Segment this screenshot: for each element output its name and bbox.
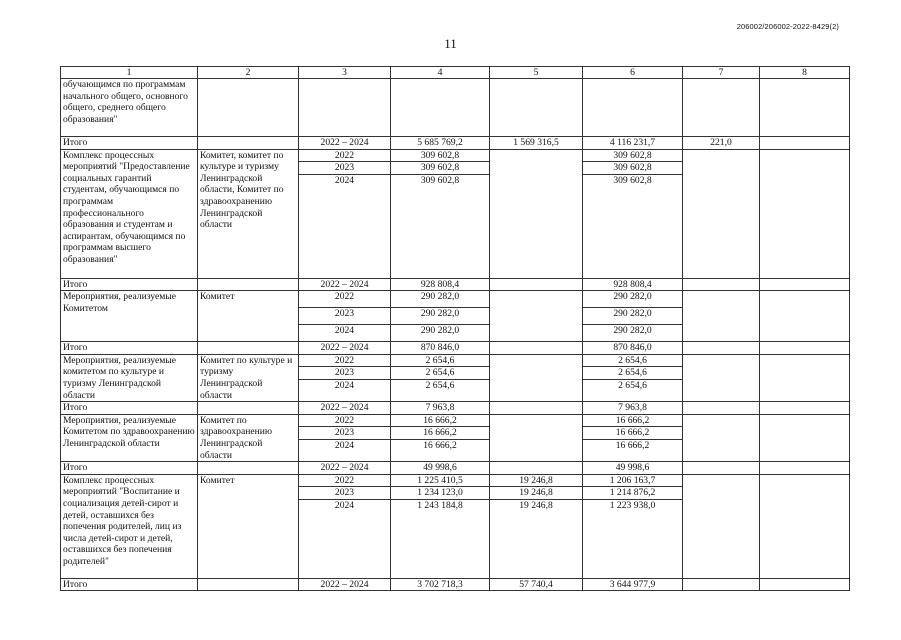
value: 16 666,2: [391, 439, 489, 456]
value: 290 282,0: [420, 291, 460, 303]
other-cell: [760, 402, 850, 415]
period: 2023: [299, 426, 390, 439]
value: 221,0: [710, 137, 732, 148]
period: 2023: [299, 486, 390, 499]
federal-cell: [490, 402, 583, 415]
value: 1 569 316,5: [513, 137, 559, 148]
local-cell: [683, 291, 760, 342]
executor: [198, 137, 299, 150]
executor: Комитет по здравоохранению Ленинградской области: [198, 414, 299, 461]
local-cell: [683, 149, 760, 278]
value: 928 808,4: [613, 278, 652, 290]
value: 1 214 876,2: [583, 486, 682, 499]
value: [391, 79, 489, 91]
local-cell: [683, 474, 760, 578]
measure-name: Итого: [61, 402, 198, 415]
value: 16 666,2: [583, 426, 682, 439]
value: [683, 323, 759, 339]
value: 19 246,8: [490, 499, 582, 512]
value: [683, 486, 759, 498]
measure-name: Итого: [61, 137, 198, 150]
regional-cell: [583, 149, 683, 278]
value: 1 225 410,5: [417, 474, 463, 486]
value: 4 116 231,7: [609, 137, 656, 148]
period-cell: [299, 462, 391, 475]
other-cell: [760, 291, 850, 342]
period-cell: [299, 342, 391, 355]
value: 309 602,8: [391, 161, 489, 174]
value: [490, 426, 582, 438]
value: [490, 355, 582, 367]
period: 2022: [334, 474, 355, 486]
regional-cell: [583, 414, 683, 461]
period: 2024: [299, 324, 390, 341]
value: 309 602,8: [583, 161, 682, 174]
period: 2022 – 2024: [320, 278, 369, 290]
table-row: [61, 354, 850, 401]
total-cell: [391, 291, 490, 342]
value: [683, 150, 759, 162]
value: [490, 79, 582, 91]
period: 2023: [299, 307, 390, 324]
value: 1 243 184,8: [391, 499, 489, 512]
total-row: [61, 278, 850, 291]
value: [683, 462, 759, 474]
value: [683, 426, 759, 438]
federal-cell: [490, 137, 583, 150]
value: [490, 378, 582, 394]
federal-cell: [490, 79, 583, 137]
value: [490, 438, 582, 454]
column-number-row: [61, 67, 850, 79]
period: [299, 79, 390, 91]
value: [683, 79, 759, 91]
total-cell: [391, 137, 490, 150]
total-cell: [391, 278, 490, 291]
period: 2022: [334, 149, 355, 161]
period: 2022 – 2024: [320, 137, 369, 148]
period-cell: [299, 291, 391, 342]
value: 290 282,0: [583, 307, 682, 324]
period: 2022 – 2024: [320, 462, 369, 474]
value: [583, 79, 682, 91]
value: 2 654,6: [618, 354, 647, 366]
value: [683, 579, 759, 591]
value: 290 282,0: [583, 324, 682, 341]
column-number: 7: [683, 67, 760, 79]
column-number: 5: [490, 67, 583, 79]
value: 1 234 123,0: [391, 486, 489, 499]
total-cell: [391, 342, 490, 355]
period-cell: [299, 278, 391, 291]
federal-cell: [490, 291, 583, 342]
period: 2022: [334, 354, 355, 366]
total-row: [61, 578, 850, 591]
executor: Комитет, комитет по культуре и туризму Ленинградской области, Комитет по здравоохранению Ленинградской области: [198, 149, 299, 278]
value: [683, 402, 759, 414]
value: [683, 291, 759, 307]
period: 2022 – 2024: [320, 402, 369, 414]
regional-cell: [583, 354, 683, 401]
value: [490, 161, 582, 173]
other-cell: [760, 79, 850, 137]
period: 2023: [299, 366, 390, 379]
other-cell: [760, 278, 850, 291]
value: 870 846,0: [613, 342, 652, 354]
value: 3 644 977,9: [609, 578, 656, 590]
period-cell: [299, 79, 391, 137]
regional-cell: [583, 278, 683, 291]
period: 2024: [299, 439, 390, 456]
value: 19 246,8: [490, 486, 582, 499]
value: 928 808,4: [420, 278, 460, 290]
period: 2022 – 2024: [320, 342, 369, 354]
document-id: 206002/206002-2022-8429(2): [736, 22, 839, 31]
local-cell: [683, 402, 760, 415]
column-number: 3: [299, 67, 391, 79]
measure-name: Мероприятия, реализуемые комитетом по культуре и туризму Ленинградской области: [61, 354, 198, 401]
regional-cell: [583, 137, 683, 150]
measure-name: Итого: [61, 342, 198, 355]
value: [683, 498, 759, 510]
column-number: 2: [198, 67, 299, 79]
regional-cell: [583, 291, 683, 342]
federal-cell: [490, 414, 583, 461]
value: 2 654,6: [425, 354, 455, 366]
value: 7 963,8: [425, 402, 455, 414]
period-cell: [299, 137, 391, 150]
period-cell: [299, 414, 391, 461]
period-cell: [299, 402, 391, 415]
period: 2023: [299, 161, 390, 174]
measure-name: Комплекс процессных мероприятий "Воспитание и социализация детей-сирот и детей, оставшихся без попечения родителей, лиц из числа детей-сирот и детей, оставшихся без попечения родителей": [61, 474, 198, 578]
value: [683, 173, 759, 185]
value: 290 282,0: [391, 324, 489, 341]
regional-cell: [583, 578, 683, 591]
total-row: [61, 137, 850, 150]
value: 49 998,6: [423, 462, 457, 474]
period-cell: [299, 149, 391, 278]
measure-name: обучающимся по программам начального общего, основного общего, среднего общего образования": [61, 79, 198, 137]
executor: [198, 278, 299, 291]
value: 309 602,8: [613, 149, 652, 161]
table-row: [61, 149, 850, 278]
measure-name: Итого: [61, 578, 198, 591]
period: 2024: [299, 174, 390, 187]
value: 309 602,8: [583, 174, 682, 187]
value: [683, 366, 759, 378]
total-cell: [391, 474, 490, 578]
local-cell: [683, 354, 760, 401]
local-cell: [683, 414, 760, 461]
federal-cell: [490, 342, 583, 355]
value: 19 246,8: [519, 474, 553, 486]
executor: [198, 402, 299, 415]
local-cell: [683, 462, 760, 475]
executor: Комитет: [198, 474, 299, 578]
value: [490, 415, 582, 427]
measure-name: Мероприятия, реализуемые Комитетом: [61, 291, 198, 342]
total-cell: [391, 79, 490, 137]
total-row: [61, 402, 850, 415]
value: 2 654,6: [391, 366, 489, 379]
value: [490, 366, 582, 378]
value: [490, 342, 582, 354]
table-row: [61, 414, 850, 461]
total-cell: [391, 354, 490, 401]
value: 16 666,2: [391, 426, 489, 439]
value: 309 602,8: [391, 174, 489, 187]
federal-cell: [490, 462, 583, 475]
measure-name: Мероприятия, реализуемые Комитетом по здравоохранению Ленинградской области: [61, 414, 198, 461]
value: 309 602,8: [420, 149, 460, 161]
regional-cell: [583, 342, 683, 355]
measure-name: Итого: [61, 278, 198, 291]
value: 2 654,6: [583, 379, 682, 396]
value: [683, 355, 759, 367]
period: 2022 – 2024: [320, 578, 369, 590]
other-cell: [760, 474, 850, 578]
total-cell: [391, 462, 490, 475]
column-number: 4: [391, 67, 490, 79]
executor: Комитет: [198, 291, 299, 342]
column-number: 1: [61, 67, 198, 79]
page-number: 11: [444, 36, 457, 51]
other-cell: [760, 578, 850, 591]
period: 2024: [299, 379, 390, 396]
total-cell: [391, 402, 490, 415]
value: [683, 161, 759, 173]
total-cell: [391, 578, 490, 591]
executor: Комитет по культуре и туризму Ленинградской области: [198, 354, 299, 401]
value: 290 282,0: [613, 291, 652, 303]
period-cell: [299, 474, 391, 578]
value: [490, 150, 582, 162]
federal-cell: [490, 278, 583, 291]
value: [490, 291, 582, 307]
local-cell: [683, 79, 760, 137]
local-cell: [683, 342, 760, 355]
regional-cell: [583, 474, 683, 578]
federal-cell: [490, 149, 583, 278]
value: 7 963,8: [618, 402, 647, 414]
value: 16 666,2: [423, 414, 457, 426]
value: 290 282,0: [391, 307, 489, 324]
column-number: 8: [760, 67, 850, 79]
value: 1 206 163,7: [609, 474, 656, 486]
other-cell: [760, 354, 850, 401]
column-number: 6: [583, 67, 683, 79]
value: [683, 415, 759, 427]
period: 2022: [334, 414, 355, 426]
regional-cell: [583, 402, 683, 415]
period: 2022: [334, 291, 355, 303]
other-cell: [760, 342, 850, 355]
value: 16 666,2: [615, 414, 650, 426]
other-cell: [760, 462, 850, 475]
regional-cell: [583, 79, 683, 137]
value: 57 740,4: [519, 578, 553, 590]
value: [683, 378, 759, 394]
value: [683, 307, 759, 323]
value: 3 702 718,3: [417, 578, 463, 590]
value: [490, 402, 582, 414]
value: [490, 173, 582, 185]
table-row: [61, 291, 850, 342]
measure-name: Итого: [61, 462, 198, 475]
budget-table: [60, 66, 850, 591]
value: 1 223 938,0: [583, 499, 682, 512]
value: [490, 462, 582, 474]
regional-cell: [583, 462, 683, 475]
executor: [198, 578, 299, 591]
value: [490, 279, 582, 291]
federal-cell: [490, 354, 583, 401]
value: 16 666,2: [583, 439, 682, 456]
value: 5 685 769,2: [417, 137, 463, 148]
executor: [198, 342, 299, 355]
period: 2024: [299, 499, 390, 512]
period-cell: [299, 354, 391, 401]
value: 870 846,0: [420, 342, 460, 354]
federal-cell: [490, 474, 583, 578]
other-cell: [760, 149, 850, 278]
federal-cell: [490, 578, 583, 591]
other-cell: [760, 137, 850, 150]
table-row: [61, 79, 850, 137]
local-cell: [683, 578, 760, 591]
value: 49 998,6: [615, 462, 650, 474]
value: [683, 438, 759, 454]
total-cell: [391, 414, 490, 461]
total-row: [61, 462, 850, 475]
other-cell: [760, 414, 850, 461]
value: [683, 342, 759, 354]
value: [490, 307, 582, 323]
value: [683, 475, 759, 487]
table-row: [61, 474, 850, 578]
value: 2 654,6: [391, 379, 489, 396]
period-cell: [299, 578, 391, 591]
total-cell: [391, 149, 490, 278]
value: 2 654,6: [583, 366, 682, 379]
value: [490, 323, 582, 339]
local-cell: [683, 278, 760, 291]
total-row: [61, 342, 850, 355]
local-cell: [683, 137, 760, 150]
executor: [198, 79, 299, 137]
executor: [198, 462, 299, 475]
value: [683, 279, 759, 291]
measure-name: Комплекс процессных мероприятий "Предоставление социальных гарантий студентам, обучающимся по программам профессионального образования и студентам и аспирантам, обучающимся по программам высшего образования": [61, 149, 198, 278]
